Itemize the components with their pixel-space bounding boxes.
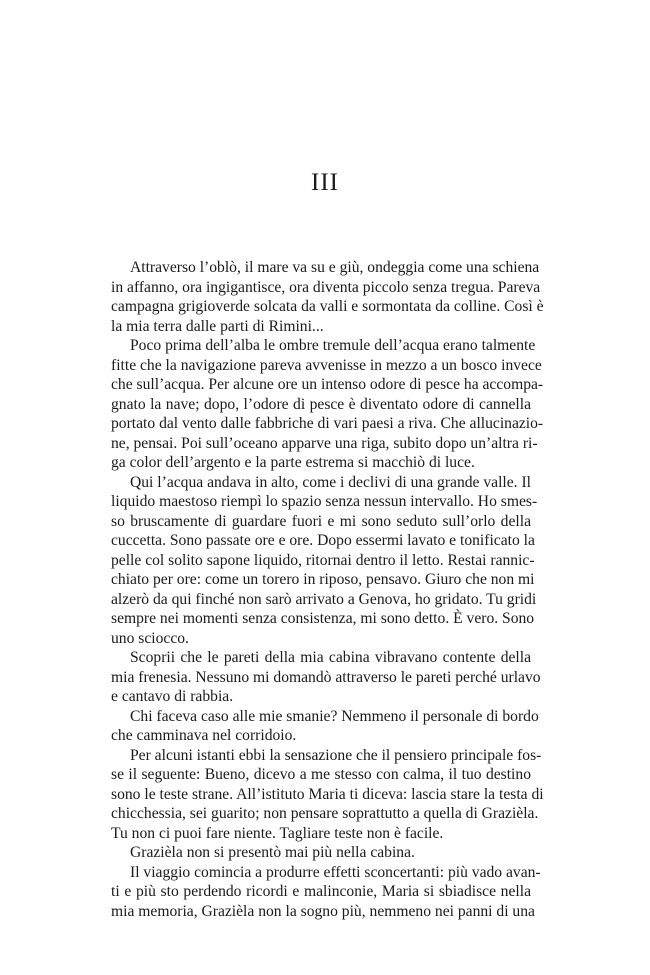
text-line: gnato la nave; dopo, l’odore di pesce è diventato odore di cannella — [111, 395, 531, 413]
body-text — [111, 258, 544, 921]
text-line: Tu non ci puoi fare niente. Tagliare teste non è facile. — [111, 824, 444, 842]
text-line: Chi faceva caso alle mie smanie? Nemmeno il personale di bordo — [130, 707, 539, 725]
text-line: sempre nei momenti senza consistenza, mi sono detto. È vero. Sono — [111, 610, 535, 627]
text-line: mia memoria, Grazièla non la sogno più, nemmeno nei panni di una — [111, 902, 535, 920]
text-line: Il viaggio comincia a produrre effetti sconcertanti: più vado avan- — [130, 863, 541, 881]
text-line: Attraverso l’oblò, il mare va su e giù, ondeggia come una schiena — [130, 259, 540, 276]
text-line: Grazièla non si presentò mai più nella cabina. — [130, 844, 415, 861]
text-line: portato dal vento dalle fabbriche di vari paesi a riva. Che allucinazio- — [111, 415, 544, 432]
text-line: mia frenesia. Nessuno mi domandò attraverso le pareti perché urlavo — [111, 668, 541, 686]
text-line: cuccetta. Sono passate ore e ore. Dopo essermi lavato e tonificato la — [111, 532, 535, 549]
text-line: e cantavo di rabbia. — [111, 688, 234, 705]
text-line: Qui l’acqua andava in alto, come i declivi di una grande valle. Il — [130, 473, 531, 491]
text-line: chicchessia, sei guarito; non pensare soprattutto a quella di Grazièla. — [111, 805, 539, 822]
text-line: ga color dell’argento e la parte estrema si macchiò di luce. — [111, 454, 475, 471]
text-line: chiato per ore: come un torero in riposo, pensavo. Giuro che non mi — [111, 571, 535, 588]
text-line: ti e più sto perdendo ricordi e malinconie, Maria si sbiadisce nella — [111, 883, 531, 900]
text-line: che camminava nel corridoio. — [111, 727, 297, 744]
text-line: pelle col solito sapone liquido, ritornai dentro il letto. Restai rannic- — [111, 551, 535, 569]
text-line: ne, pensai. Poi sull’oceano apparve una riga, subito dopo un’altra ri- — [111, 434, 538, 452]
text-line: alzerò da qui finché non sarò arrivato a Genova, ho gridato. Tu gridi — [111, 590, 537, 608]
text-line: in affanno, ora ingigantisce, ora diventa piccolo senza tregua. Pareva — [111, 278, 541, 296]
text-line: campagna grigioverde solcata da valli e sormontata da colline. Così è — [111, 298, 544, 315]
text-line: Poco prima dell’alba le ombre tremule dell’acqua erano talmente — [130, 337, 536, 354]
text-line: la mia terra dalle parti di Rimini... — [111, 317, 324, 335]
text-line: fitte che la navigazione pareva avvenisse in mezzo a un bosco invece — [111, 356, 542, 374]
text-line: Per alcuni istanti ebbi la sensazione che il pensiero principale fos- — [130, 746, 542, 764]
text-line: so bruscamente di guardare fuori e mi sono seduto sull’orlo della — [111, 512, 531, 530]
text-line: liquido maestoso riempì lo spazio senza nessun intervallo. Ho smes- — [111, 493, 538, 510]
text-line: sono le teste strane. All’istituto Maria ti diceva: lascia stare la testa di — [111, 785, 544, 803]
chapter-heading: III — [311, 169, 339, 196]
text-line: se il seguente: Bueno, dicevo a me stesso con calma, il tuo destino — [111, 766, 531, 783]
text-line: Scoprii che le pareti della mia cabina vibravano contente della — [130, 649, 531, 666]
text-line: che sull’acqua. Per alcune ore un intenso odore di pesce ha accompa- — [111, 376, 544, 393]
text-line: uno sciocco. — [111, 629, 189, 647]
